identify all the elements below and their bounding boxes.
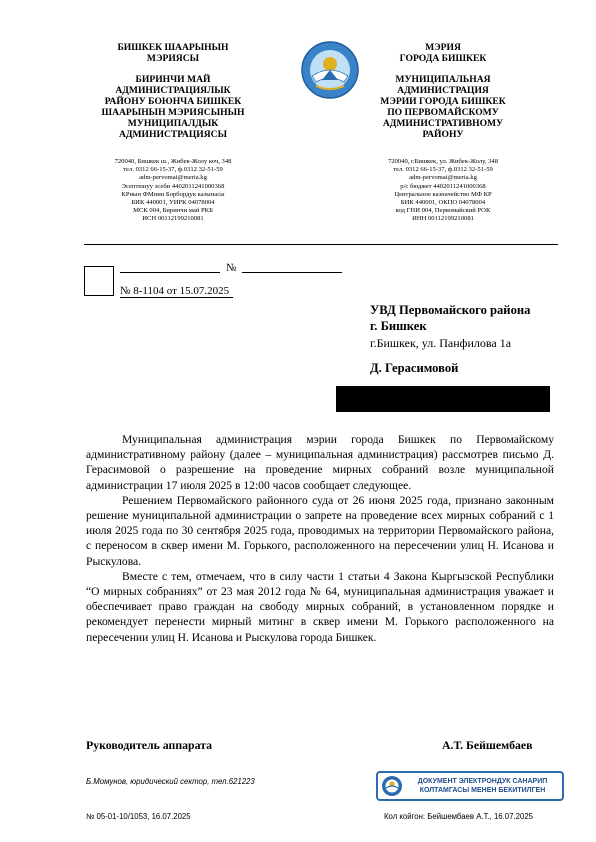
header-left: [98, 42, 248, 224]
signature-name: А.Т. Бейшембаев: [442, 738, 533, 752]
header-left-title: БИШКЕК ШААРЫНЫН МЭРИЯСЫ: [117, 42, 229, 64]
registry-box: [84, 266, 114, 296]
footer-doc-number: № 05-01-10/1053, 16.07.2025: [86, 812, 191, 821]
e-signature-stamp: [376, 771, 564, 801]
header-right-title: МЭРИЯ ГОРОДА БИШКЕК: [399, 42, 487, 64]
addressee-address: г.Бишкек, ул. Панфилова 1а: [370, 336, 512, 350]
stamp-emblem-icon: [381, 775, 403, 797]
header-right: [368, 42, 518, 224]
kyrgyz-emblem-icon: [300, 40, 360, 100]
header-right-details: 720040, г.Бишкек, ул. Жибек-Жолу, 348 тел. 0312 66-15-37, ф.0312 32-51-59 adm-pervomai@meria.kg р/с бюджет 4402011241000368 Центральное казначейство МФ КР БИК 440001, ОКПО 04078004 код ГНИ 004, Первомайский РОК ИНН 00112199210081: [387, 158, 499, 223]
footer-signed-by: Кол койгон: Бейшембаев А.Т., 16.07.2025: [384, 812, 533, 821]
registry-number-sign: №: [226, 262, 237, 274]
registry-date-line: [120, 262, 220, 273]
addressee-org: УВД Первомайского района: [370, 303, 531, 317]
header-left-subtitle: БИРИНЧИ МАЙ АДМИНИСТРАЦИЯЛЫК РАЙОНУ БОЮНЧА БИШКЕК ШААРЫНЫН МЭРИЯСЫНЫН МУНИЦИПАЛДЫК АДМИНИСТРАЦИЯСЫ: [101, 74, 245, 140]
addressee-person: Д. Герасимовой: [370, 361, 459, 375]
stamp-text: ДОКУМЕНТ ЭЛЕКТРОНДУК САНАРИП КОЛТАМГАСЫ МЕНЕН БЕКИТИЛГЕН: [417, 778, 548, 794]
executor-note: Б.Момунов, юридический сектор, тел.621223: [86, 777, 255, 786]
header-divider: [84, 244, 558, 245]
header-right-subtitle: МУНИЦИПАЛЬНАЯ АДМИНИСТРАЦИЯ МЭРИИ ГОРОДА БИШКЕК ПО ПЕРВОМАЙСКОМУ АДМИНИСТРАТИВНОМУ РАЙОНУ: [380, 74, 506, 140]
signature-position: Руководитель аппарата: [86, 738, 213, 752]
addressee-city: г. Бишкек: [370, 319, 427, 333]
redaction-block: [336, 386, 550, 412]
registry-ref: № 8-1104 от 15.07.2025: [120, 285, 233, 298]
header-left-details: 720040, Бишкек ш., Жибек-Жолу коч, 348 тел. 0312 66-15-37, ф.0312 32-51-59 adm-pervomai@meria.kg Эсептешуу эсеби 4402011241000368 КРнын ФМнин Борбордук казынасы БИК 440001, УИРК 04078004 МСК 004, Биринчи май РКБ ИСН 00112199210081: [114, 158, 232, 223]
addressee: [370, 302, 570, 376]
body-paragraph: Вместе с тем, отмечаем, что в силу части 1 статьи 4 Закона Кыргызской Республики “О мирных собраниях” от 23 мая 2012 года № 64, муниципальная администрация уважает и обеспечивает право граждан на свободу мирных собраний, в установленном порядке и рекомендует перенести мирный митинг в сквер имени М. Горького расположенного на пересечении улиц Н. Исанова и Рыскулова города Бишкек.: [86, 569, 554, 644]
letter-body: [86, 432, 554, 645]
body-paragraph: Решением Первомайского районного суда от 26 июня 2025 года, признано законным решение муниципальной администрации о запрете на проведение всех мирных собраний с 1 июля 2025 года по 30 сентября 2025 года, проводимых на территории Первомайского района, с переносом в сквер имени М. Горького, расположенного на пересечении улиц Н. Исанова и Рыскулова.: [86, 493, 554, 568]
body-paragraph: Муниципальная администрация мэрии города Бишкек по Первомайскому административному району (далее – муниципальная администрация) рассмотрев письмо Д. Герасимовой о разрешение на проведение мирных собраний возле муниципальной администрации 17 июля 2025 в 12:00 часов сообщает следующее.: [86, 433, 554, 492]
registry-number-line: [242, 262, 342, 273]
